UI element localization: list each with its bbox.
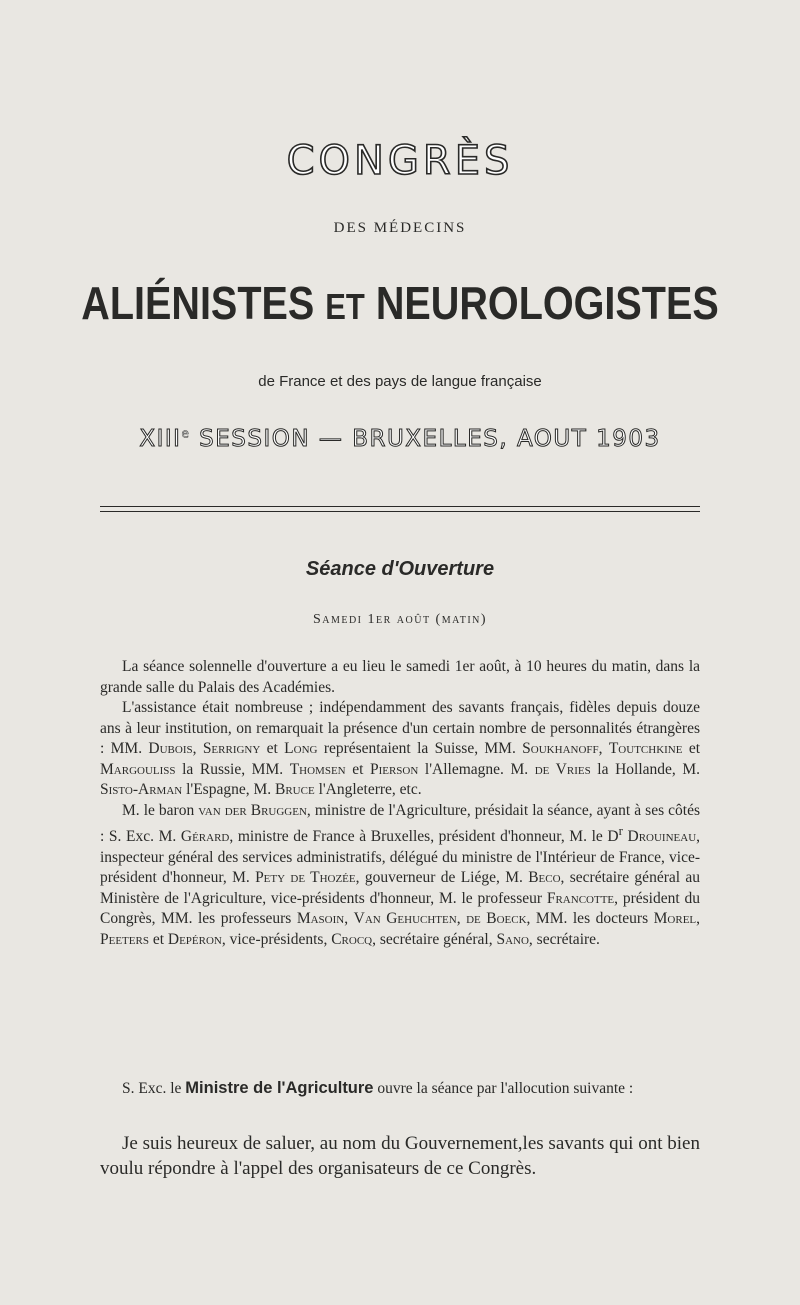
text-run: l'Espagne, M. xyxy=(182,781,275,798)
divider-rule-bottom xyxy=(100,511,700,512)
text-run: et xyxy=(682,740,700,757)
name-francotte: Francotte xyxy=(546,889,615,907)
text-run: et xyxy=(345,760,370,778)
name-de-boeck: de Boeck xyxy=(466,910,527,928)
minister-intro xyxy=(100,1078,700,1100)
main-title-part-2: NEUROLOGISTES xyxy=(375,277,719,329)
text-run: L'assistance était nombreuse ; indépendamment des savants français, fidèles depuis douze ans à leur institution, on remarquait la présence d'un certain nombre de personnalités étrangères : MM. xyxy=(100,699,700,757)
text-run: , xyxy=(456,910,467,928)
main-title-part-1: ALIÉNISTES xyxy=(81,277,315,329)
name-long: Long xyxy=(284,740,318,757)
name-bruce: Bruce xyxy=(275,781,315,798)
speech-text xyxy=(100,1131,700,1181)
session-line xyxy=(0,426,800,452)
text-run: et xyxy=(148,930,168,948)
paragraph-4 xyxy=(100,1078,700,1100)
seance-title: Séance d'Ouverture xyxy=(305,558,495,580)
congres-heading: CONGRÈS xyxy=(286,138,514,184)
name-pierson: Pierson xyxy=(369,760,419,778)
text-run: , MM. les docteurs xyxy=(526,910,654,928)
paragraph-1: La séance solennelle d'ouverture a eu lieu le samedi 1er août, à 10 heures du matin, dans la grande salle du Palais des Académies. xyxy=(100,658,700,696)
text-run: et xyxy=(260,740,285,757)
name-drouineau: Drouineau xyxy=(627,828,697,846)
name-masoin: Masoin xyxy=(296,910,345,928)
des-medecins-heading: DES MÉDECINS xyxy=(333,220,467,236)
main-title xyxy=(56,276,744,330)
speech-paragraph: Je suis heureux de saluer, au nom du Gouvernement,les savants qui ont bien voulu répondre à l'appel des organisateurs de ce Congrès. xyxy=(100,1133,700,1179)
session-number: XIII xyxy=(139,426,182,452)
text-run: , président du Congrès, MM. les professeurs xyxy=(100,889,700,928)
name-de-vries: de Vries xyxy=(534,760,591,778)
text-run: , vice-présidents, xyxy=(221,930,332,948)
name-gerard: Gérard xyxy=(180,828,230,846)
name-pety: Pety de Thozée xyxy=(255,869,356,887)
text-run: la Russie, MM. xyxy=(175,760,290,778)
text-run: , inspecteur général des services administratifs, délégué du ministre de l'Intérieur de France, vice-président d'honneur, M. xyxy=(100,828,701,887)
name-peeters: Peeters xyxy=(100,930,149,948)
minister-title: Ministre de l'Agriculture xyxy=(185,1079,374,1097)
divider-rule-top xyxy=(100,506,700,507)
paragraph-3 xyxy=(100,801,700,951)
name-margouliss: Margouliss xyxy=(100,760,176,778)
name-sano: Sano xyxy=(496,930,529,948)
text-run: la Hollande, M. xyxy=(590,760,700,778)
paragraph-2 xyxy=(100,698,700,801)
name-serrigny: Serrigny xyxy=(202,740,261,757)
name-sisto-arman: Sisto-Arman xyxy=(100,781,183,798)
name-van-gehuchten: Van Gehuchten xyxy=(353,910,457,928)
text-run: , xyxy=(344,910,354,928)
text-run: M. le baron xyxy=(122,801,199,819)
text-run: , secrétaire général au Ministère de l'Agriculture, vice-présidents d'honneur, M. le professeur xyxy=(100,869,701,907)
name-beco: Beco xyxy=(528,869,561,887)
name-thomsen: Thomsen xyxy=(289,760,346,778)
text-run: S. Exc. le xyxy=(122,1080,186,1097)
text-run: , xyxy=(696,910,701,928)
body-text xyxy=(100,657,700,950)
session-sup: e xyxy=(181,426,191,441)
name-soukhanoff: Soukhanoff xyxy=(522,740,599,757)
text-run: , xyxy=(598,740,609,757)
name-toutchkine: Toutchkine xyxy=(608,740,683,757)
name-dubois: Dubois xyxy=(148,740,193,757)
text-run: , xyxy=(192,740,203,757)
main-title-et: ET xyxy=(325,286,365,327)
text-run: ouvre la séance par l'allocution suivante : xyxy=(373,1080,634,1097)
text-sup: r xyxy=(618,823,623,838)
name-crocq: Crocq xyxy=(331,930,373,948)
name-deperon: Depéron xyxy=(167,930,222,948)
name-van-der-bruggen: van der Bruggen xyxy=(198,801,307,819)
subtitle: de France et des pays de langue française xyxy=(258,373,542,390)
text-run: , ministre de France à Bruxelles, président d'honneur, M. le D xyxy=(229,828,619,846)
text-run: , ministre de l'Agriculture, présidait la séance, ayant à ses côtés : S. Exc. M. xyxy=(100,801,700,846)
text-run: , gouverneur de Liége, M. xyxy=(355,869,529,887)
name-morel: Morel xyxy=(653,910,697,928)
session-rest: SESSION — BRUXELLES, AOUT 1903 xyxy=(190,426,661,452)
text-run: l'Angleterre, etc. xyxy=(314,781,422,798)
text-run: , secrétaire. xyxy=(528,930,600,948)
seance-date: Samedi 1er août (matin) xyxy=(312,612,488,627)
text-run: l'Allemagne. M. xyxy=(418,760,535,778)
text-run: , secrétaire général, xyxy=(372,930,497,948)
text-run: représentaient la Suisse, MM. xyxy=(317,740,523,757)
